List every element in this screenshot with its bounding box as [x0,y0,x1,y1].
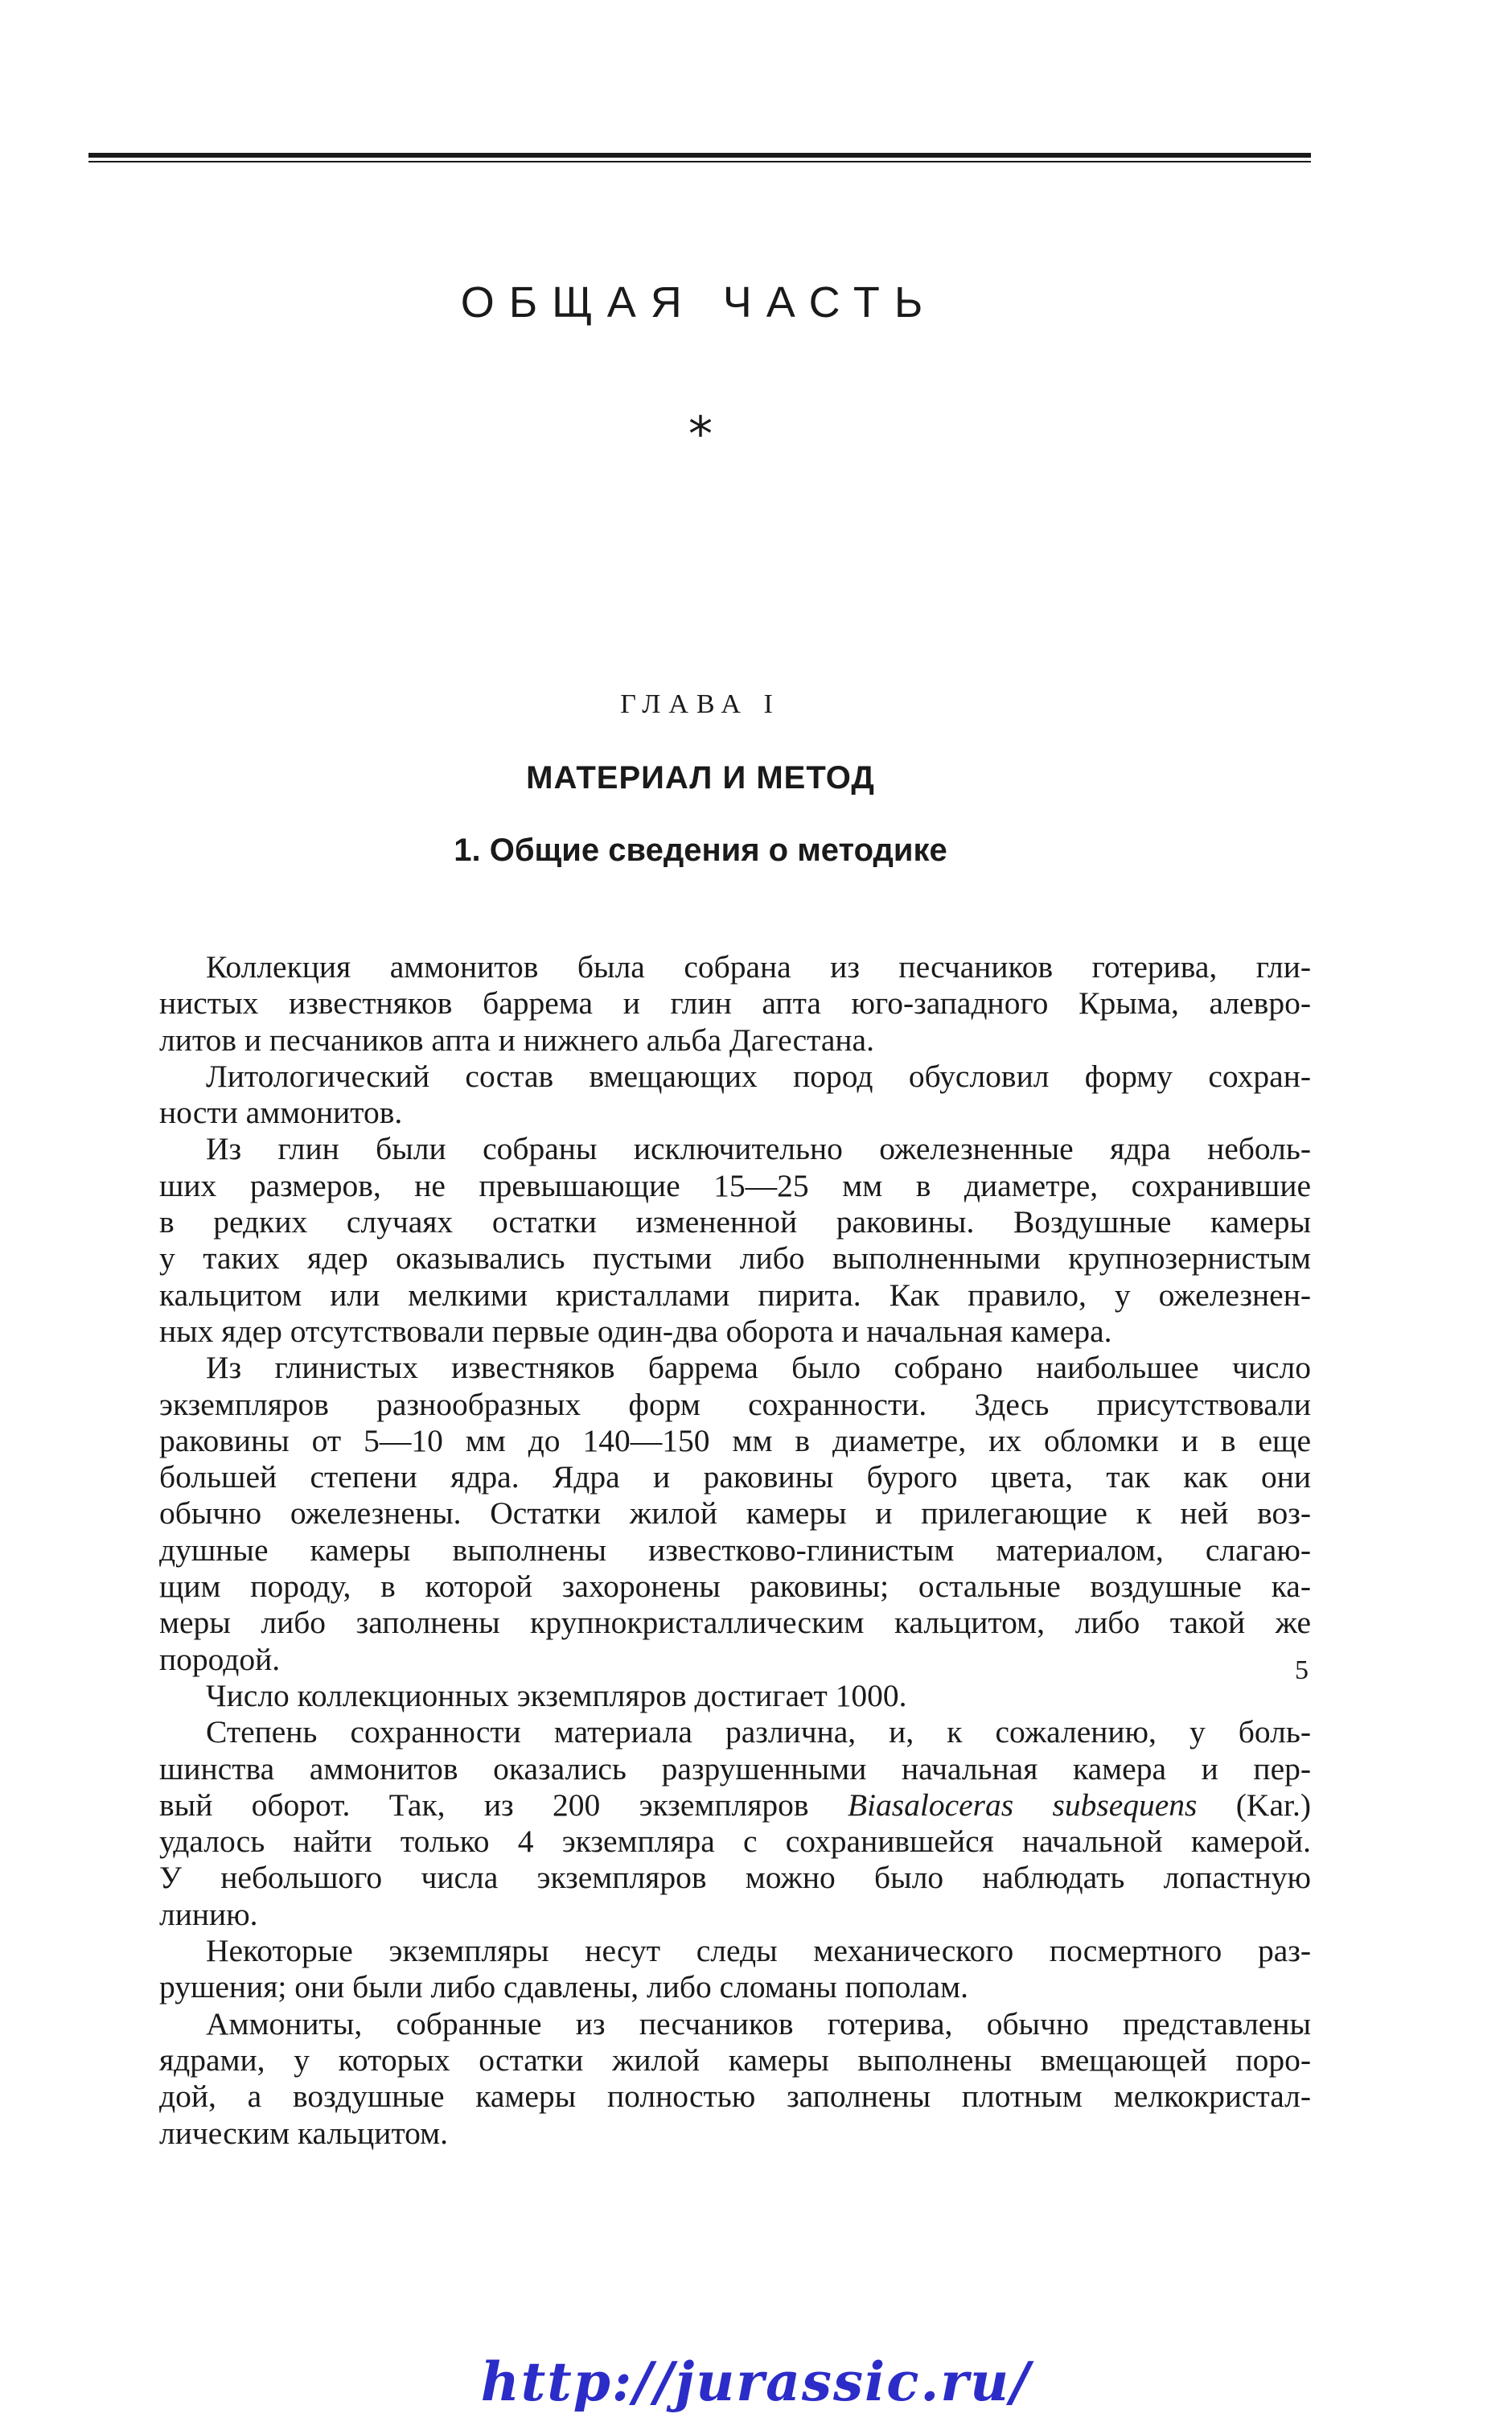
top-rule-thin [88,161,1311,162]
body-line: ших размеров, не превышающие 15—25 мм в диаметре, сохранившие [159,1167,1311,1203]
body-line: меры либо заполнены крупнокристаллическим кальцитом, либо такой же [159,1605,1311,1641]
top-rule [88,153,1311,164]
species-name: Biasaloceras subsequens [847,1787,1198,1823]
body-line: Из глинистых известняков баррема было собрано наибольшее число [206,1350,1311,1386]
body-line: Литологический состав вмещающих пород обусловил форму сохран- [206,1058,1311,1094]
chapter-title: МАТЕРИАЛ И МЕТОД [526,760,875,796]
page-number: 5 [1295,1655,1309,1685]
body-line: удалось найти только 4 экземпляра с сохранившейся начальной камерой. [159,1824,1311,1860]
body-line: литов и песчаников апта и нижнего альба Дагестана. [159,1022,874,1058]
section-title: 1. Общие сведения о методике [454,833,947,868]
body-line: Число коллекционных экземпляров достигает 1000. [206,1677,907,1713]
body-line: обычно ожелезнены. Остатки жилой камеры и прилегающие к ней воз- [159,1495,1311,1532]
body-line: ядрами, у которых остатки жилой камеры выполнены вмещающей поро- [159,2042,1311,2078]
body-line: кальцитом или мелкими кристаллами пирита. Как правило, у ожелезнен- [159,1277,1311,1313]
body-line: породой. [159,1641,281,1677]
body-line: нистых известняков баррема и глин апта юго-западного Крыма, алевро- [159,985,1311,1022]
body-line: дой, а воздушные камеры полностью заполнены плотным мелкокристал- [159,2079,1311,2115]
body-line: Некоторые экземпляры несут следы механического посмертного раз- [206,1933,1311,1969]
body-line: шинства аммонитов оказались разрушенными начальная камера и пер- [159,1750,1311,1787]
body-line: Из глин были собраны исключительно ожелезненные ядра неболь- [206,1131,1311,1167]
chapter-label: ГЛАВА I [620,689,781,719]
body-line: рушения; они были либо сдавлены, либо сломаны пополам. [159,1969,969,2005]
body-line: лическим кальцитом. [159,2115,449,2151]
body-line: большей степени ядра. Ядра и раковины бурого цвета, так как они [159,1459,1311,1495]
footer-url[interactable]: http://jurassic.ru/ [480,2350,1032,2413]
body-line: линию. [159,1896,258,1932]
top-rule-thick [88,153,1311,158]
ornament-asterisk: * [688,406,713,463]
body-line: Аммониты, собранные из песчаников готерива, обычно представлены [206,2005,1311,2042]
body-line: Коллекция аммонитов была собрана из песчаников готерива, гли- [206,949,1311,985]
body-line: ности аммонитов. [159,1095,403,1131]
body-line: раковины от 5—10 мм до 140—150 мм в диаметре, их обломки и в еще [159,1422,1311,1458]
body-text [159,949,1311,2152]
body-line: вый оборот. Так, из 200 экземпляров Biasaloceras subsequens (Kar.) [159,1787,1311,1823]
body-line: в редких случаях остатки измененной раковины. Воздушные камеры [159,1204,1311,1240]
body-line: Степень сохранности материала различна, и, к сожалению, у боль- [206,1714,1311,1750]
body-line: У небольшого числа экземпляров можно было наблюдать лопастную [159,1860,1311,1896]
part-title: ОБЩАЯ ЧАСТЬ [460,278,938,327]
body-line: экземпляров разнообразных форм сохранности. Здесь присутствовали [159,1386,1311,1422]
body-line: щим породу, в которой захоронены раковины; остальные воздушные ка- [159,1569,1311,1605]
body-line: душные камеры выполнены известково-глинистым материалом, слагаю- [159,1532,1311,1568]
body-line: у таких ядер оказывались пустыми либо выполненными крупнозернистым [159,1240,1311,1277]
body-line: ных ядер отсутствовали первые один-два оборота и начальная камера. [159,1313,1112,1349]
